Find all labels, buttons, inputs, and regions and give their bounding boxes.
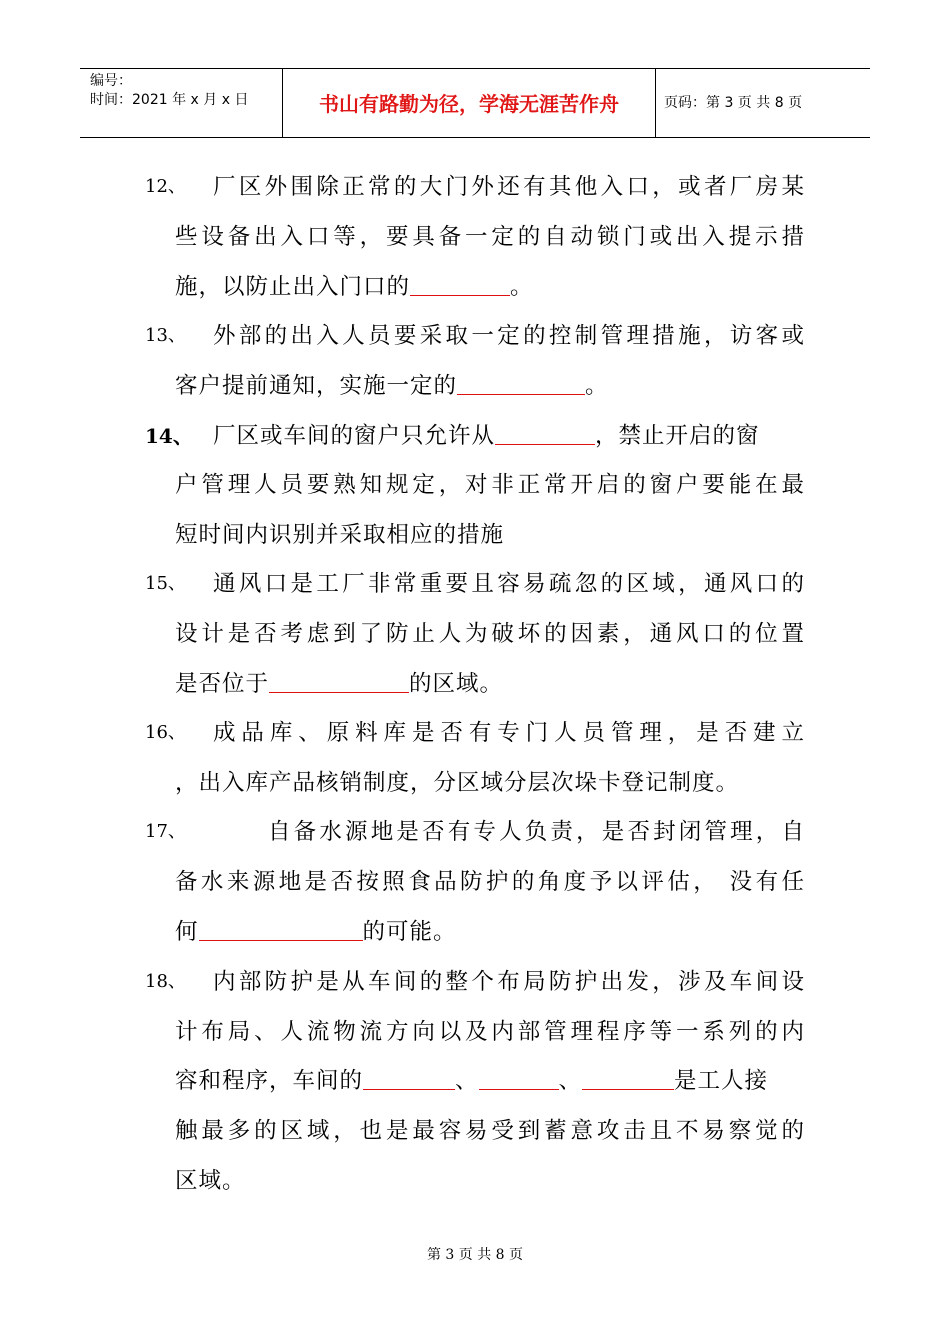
text-segment: 容和程序，车间的 [175,1068,364,1094]
question-text-line: 户管理人员要熟知规定，对非正常开启的窗户要能在最 [175,472,805,498]
question-number: 13、 [145,325,186,346]
question-text-line: 短时间内识别并采取相应的措施 [175,522,505,548]
text-segment: 、 [455,1068,479,1094]
question-text-line [175,669,503,699]
question-number: 12、 [145,176,186,197]
question-text-line [175,917,457,947]
header-page-cell [656,69,870,137]
text-segment: 。 [510,274,534,300]
answer-blank[interactable] [269,670,409,693]
header-motto: 书山有路勤为径，学海无涯苦作舟 [319,92,619,116]
question-text-line: 设计是否考虑到了防止人为破坏的因素，通风口的位置 [175,621,805,647]
text-segment: 是否位于 [175,671,270,697]
question-number: 16、 [145,722,186,743]
question-text-line: 触最多的区域，也是最容易受到蓄意攻击且不易察觉的 [175,1118,805,1144]
question-number: 17、 [145,821,186,842]
header-meta-cell [80,69,283,137]
text-segment: 厂区或车间的窗户只允许从 [213,423,496,449]
question-number: 14、 [145,424,193,448]
header-page-info: 页码：第 3 页 共 8 页 [664,95,803,111]
text-segment: 、 [558,1068,583,1094]
question-text-line: ，出入库产品核销制度，分区域分层次垛卡登记制度。 [175,770,740,796]
answer-blank[interactable] [457,372,585,395]
header-motto-cell [283,69,656,137]
text-segment: 。 [585,373,609,399]
question-text-line [175,1066,768,1096]
text-segment: 的区域。 [409,671,504,697]
answer-blank[interactable] [199,918,363,941]
question-text-line: 自备水源地是否有专人负责，是否封闭管理，自 [268,819,805,845]
document-number-label: 编号： [90,73,132,89]
text-segment: 何 [175,919,199,945]
answer-blank[interactable] [363,1067,455,1090]
answer-blank[interactable] [479,1067,559,1090]
question-text-line: 些设备出入口等，要具备一定的自动锁门或出入提示措 [175,224,805,250]
question-text-line [213,421,760,451]
question-text-line: 备水来源地是否按照食品防护的角度予以评估， 没有任 [175,869,805,895]
document-date-label: 时间：2021 年 x 月 x 日 [90,92,249,108]
question-text-line [175,272,534,302]
question-text-line: 内部防护是从车间的整个布局防护出发，涉及车间设 [213,969,805,995]
question-text-line: 计布局、人流物流方向以及内部管理程序等一系列的内 [175,1019,805,1045]
question-text-line: 区域。 [175,1168,246,1194]
text-segment: 施，以防止出入门口的 [175,274,411,300]
page-footer: 第 3 页 共 8 页 [426,1247,524,1263]
question-number: 18、 [145,971,186,992]
page-header [80,68,870,138]
text-segment: 是工人接 [674,1068,769,1094]
question-text-line: 成品库、原料库是否有专门人员管理，是否建立 [213,720,805,746]
answer-blank[interactable] [582,1067,674,1090]
text-segment: 的可能。 [362,919,457,945]
text-segment: 客户提前通知，实施一定的 [175,373,458,399]
text-segment: ，禁止开启的窗 [595,423,760,449]
question-text-line: 通风口是工厂非常重要且容易疏忽的区域，通风口的 [213,571,805,597]
question-number: 15、 [145,573,186,594]
question-text-line: 厂区外围除正常的大门外还有其他入口，或者厂房某 [213,174,805,200]
answer-blank[interactable] [410,273,510,296]
question-text-line [175,371,609,401]
answer-blank[interactable] [495,422,595,445]
question-text-line: 外部的出入人员要采取一定的控制管理措施，访客或 [213,323,805,349]
